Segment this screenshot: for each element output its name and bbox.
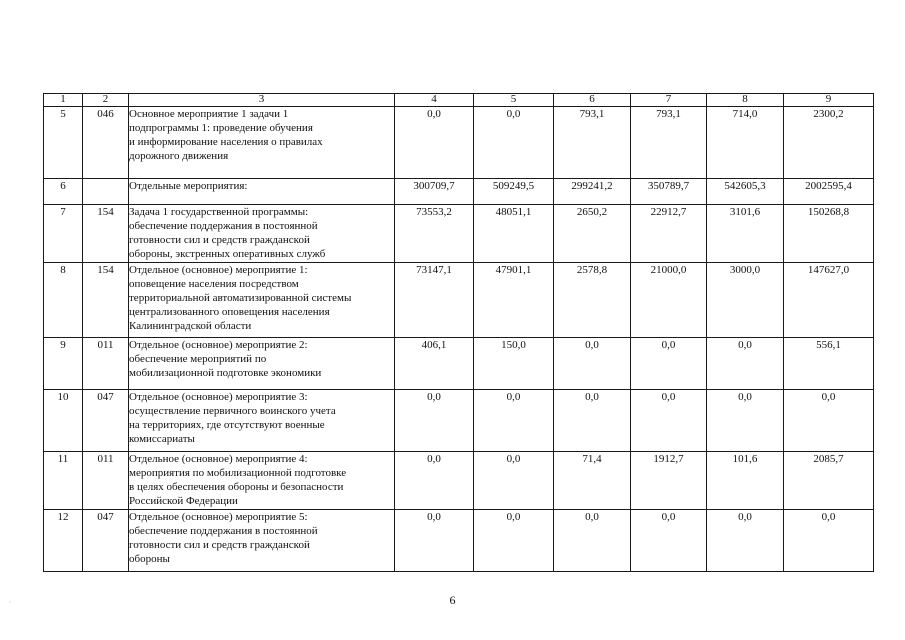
column-header: 7 [631, 94, 707, 107]
value-col4: 406,1 [395, 338, 474, 390]
value-col7: 350789,7 [631, 179, 707, 205]
value-col9: 2085,7 [784, 452, 874, 510]
value-col7: 0,0 [631, 338, 707, 390]
value-col9: 556,1 [784, 338, 874, 390]
activity-description: Задача 1 государственной программы: обеспечение поддержания в постоянной готовности сил и средств гражданской обороны, экстренных оперативных служб [129, 205, 395, 263]
activity-description: Отдельное (основное) мероприятие 3: осуществление первичного воинского учета на территориях, где отсутствуют военные комиссариаты [129, 390, 395, 452]
value-col8: 542605,3 [707, 179, 784, 205]
value-col6: 2650,2 [554, 205, 631, 263]
activity-description: Отдельные мероприятия: [129, 179, 395, 205]
value-col8: 3101,6 [707, 205, 784, 263]
row-number: 11 [44, 452, 83, 510]
column-header: 8 [707, 94, 784, 107]
value-col8: 714,0 [707, 107, 784, 179]
value-col4: 0,0 [395, 107, 474, 179]
value-col7: 1912,7 [631, 452, 707, 510]
value-col4: 300709,7 [395, 179, 474, 205]
value-col4: 0,0 [395, 510, 474, 572]
value-col6: 793,1 [554, 107, 631, 179]
value-col9: 2002595,4 [784, 179, 874, 205]
scan-margin-mark: · [9, 600, 11, 606]
value-col7: 22912,7 [631, 205, 707, 263]
value-col4: 0,0 [395, 390, 474, 452]
value-col6: 0,0 [554, 390, 631, 452]
column-header: 2 [83, 94, 129, 107]
budget-code: 047 [83, 510, 129, 572]
table-row [44, 510, 874, 572]
column-header: 4 [395, 94, 474, 107]
row-number: 12 [44, 510, 83, 572]
row-number: 9 [44, 338, 83, 390]
column-header: 1 [44, 94, 83, 107]
value-col8: 0,0 [707, 510, 784, 572]
value-col6: 299241,2 [554, 179, 631, 205]
row-number: 7 [44, 205, 83, 263]
value-col8: 101,6 [707, 452, 784, 510]
value-col6: 0,0 [554, 338, 631, 390]
value-col9: 147627,0 [784, 263, 874, 338]
budget-code: 011 [83, 338, 129, 390]
value-col5: 0,0 [474, 390, 554, 452]
activity-description: Основное мероприятие 1 задачи 1 подпрограммы 1: проведение обучения и информирование населения о правилах дорожного движения [129, 107, 395, 179]
value-col5: 0,0 [474, 452, 554, 510]
value-col5: 48051,1 [474, 205, 554, 263]
budget-code: 046 [83, 107, 129, 179]
page-number: 6 [449, 593, 456, 607]
value-col5: 47901,1 [474, 263, 554, 338]
row-number: 6 [44, 179, 83, 205]
table-row [44, 107, 874, 179]
table-row [44, 263, 874, 338]
value-col9: 2300,2 [784, 107, 874, 179]
value-col7: 0,0 [631, 510, 707, 572]
table-row [44, 338, 874, 390]
value-col5: 0,0 [474, 510, 554, 572]
value-col4: 73553,2 [395, 205, 474, 263]
value-col8: 0,0 [707, 390, 784, 452]
value-col4: 73147,1 [395, 263, 474, 338]
value-col6: 71,4 [554, 452, 631, 510]
budget-table [43, 93, 874, 572]
budget-code: 154 [83, 205, 129, 263]
activity-description: Отдельное (основное) мероприятие 5: обеспечение поддержания в постоянной готовности сил и средств гражданской обороны [129, 510, 395, 572]
column-header: 6 [554, 94, 631, 107]
value-col5: 509249,5 [474, 179, 554, 205]
table-row [44, 179, 874, 205]
row-number: 10 [44, 390, 83, 452]
column-header: 9 [784, 94, 874, 107]
value-col7: 21000,0 [631, 263, 707, 338]
budget-code: 047 [83, 390, 129, 452]
table-row [44, 205, 874, 263]
value-col9: 0,0 [784, 510, 874, 572]
value-col6: 0,0 [554, 510, 631, 572]
value-col7: 793,1 [631, 107, 707, 179]
activity-description: Отдельное (основное) мероприятие 1: оповещение населения посредством территориальной автоматизированной системы централизованного оповещения населения Калининградской области [129, 263, 395, 338]
value-col5: 0,0 [474, 107, 554, 179]
table-row [44, 452, 874, 510]
value-col8: 0,0 [707, 338, 784, 390]
header-row [44, 94, 874, 107]
row-number: 8 [44, 263, 83, 338]
column-header: 5 [474, 94, 554, 107]
value-col5: 150,0 [474, 338, 554, 390]
row-number: 5 [44, 107, 83, 179]
value-col7: 0,0 [631, 390, 707, 452]
budget-code: 154 [83, 263, 129, 338]
value-col6: 2578,8 [554, 263, 631, 338]
activity-description: Отдельное (основное) мероприятие 2: обеспечение мероприятий по мобилизационной подготовке экономики [129, 338, 395, 390]
value-col4: 0,0 [395, 452, 474, 510]
value-col9: 150268,8 [784, 205, 874, 263]
table-body [44, 94, 874, 572]
value-col9: 0,0 [784, 390, 874, 452]
budget-code: 011 [83, 452, 129, 510]
value-col8: 3000,0 [707, 263, 784, 338]
activity-description: Отдельное (основное) мероприятие 4: мероприятия по мобилизационной подготовке в целях обеспечения обороны и безопасности Российской Федерации [129, 452, 395, 510]
table-row [44, 390, 874, 452]
budget-code [83, 179, 129, 205]
column-header: 3 [129, 94, 395, 107]
